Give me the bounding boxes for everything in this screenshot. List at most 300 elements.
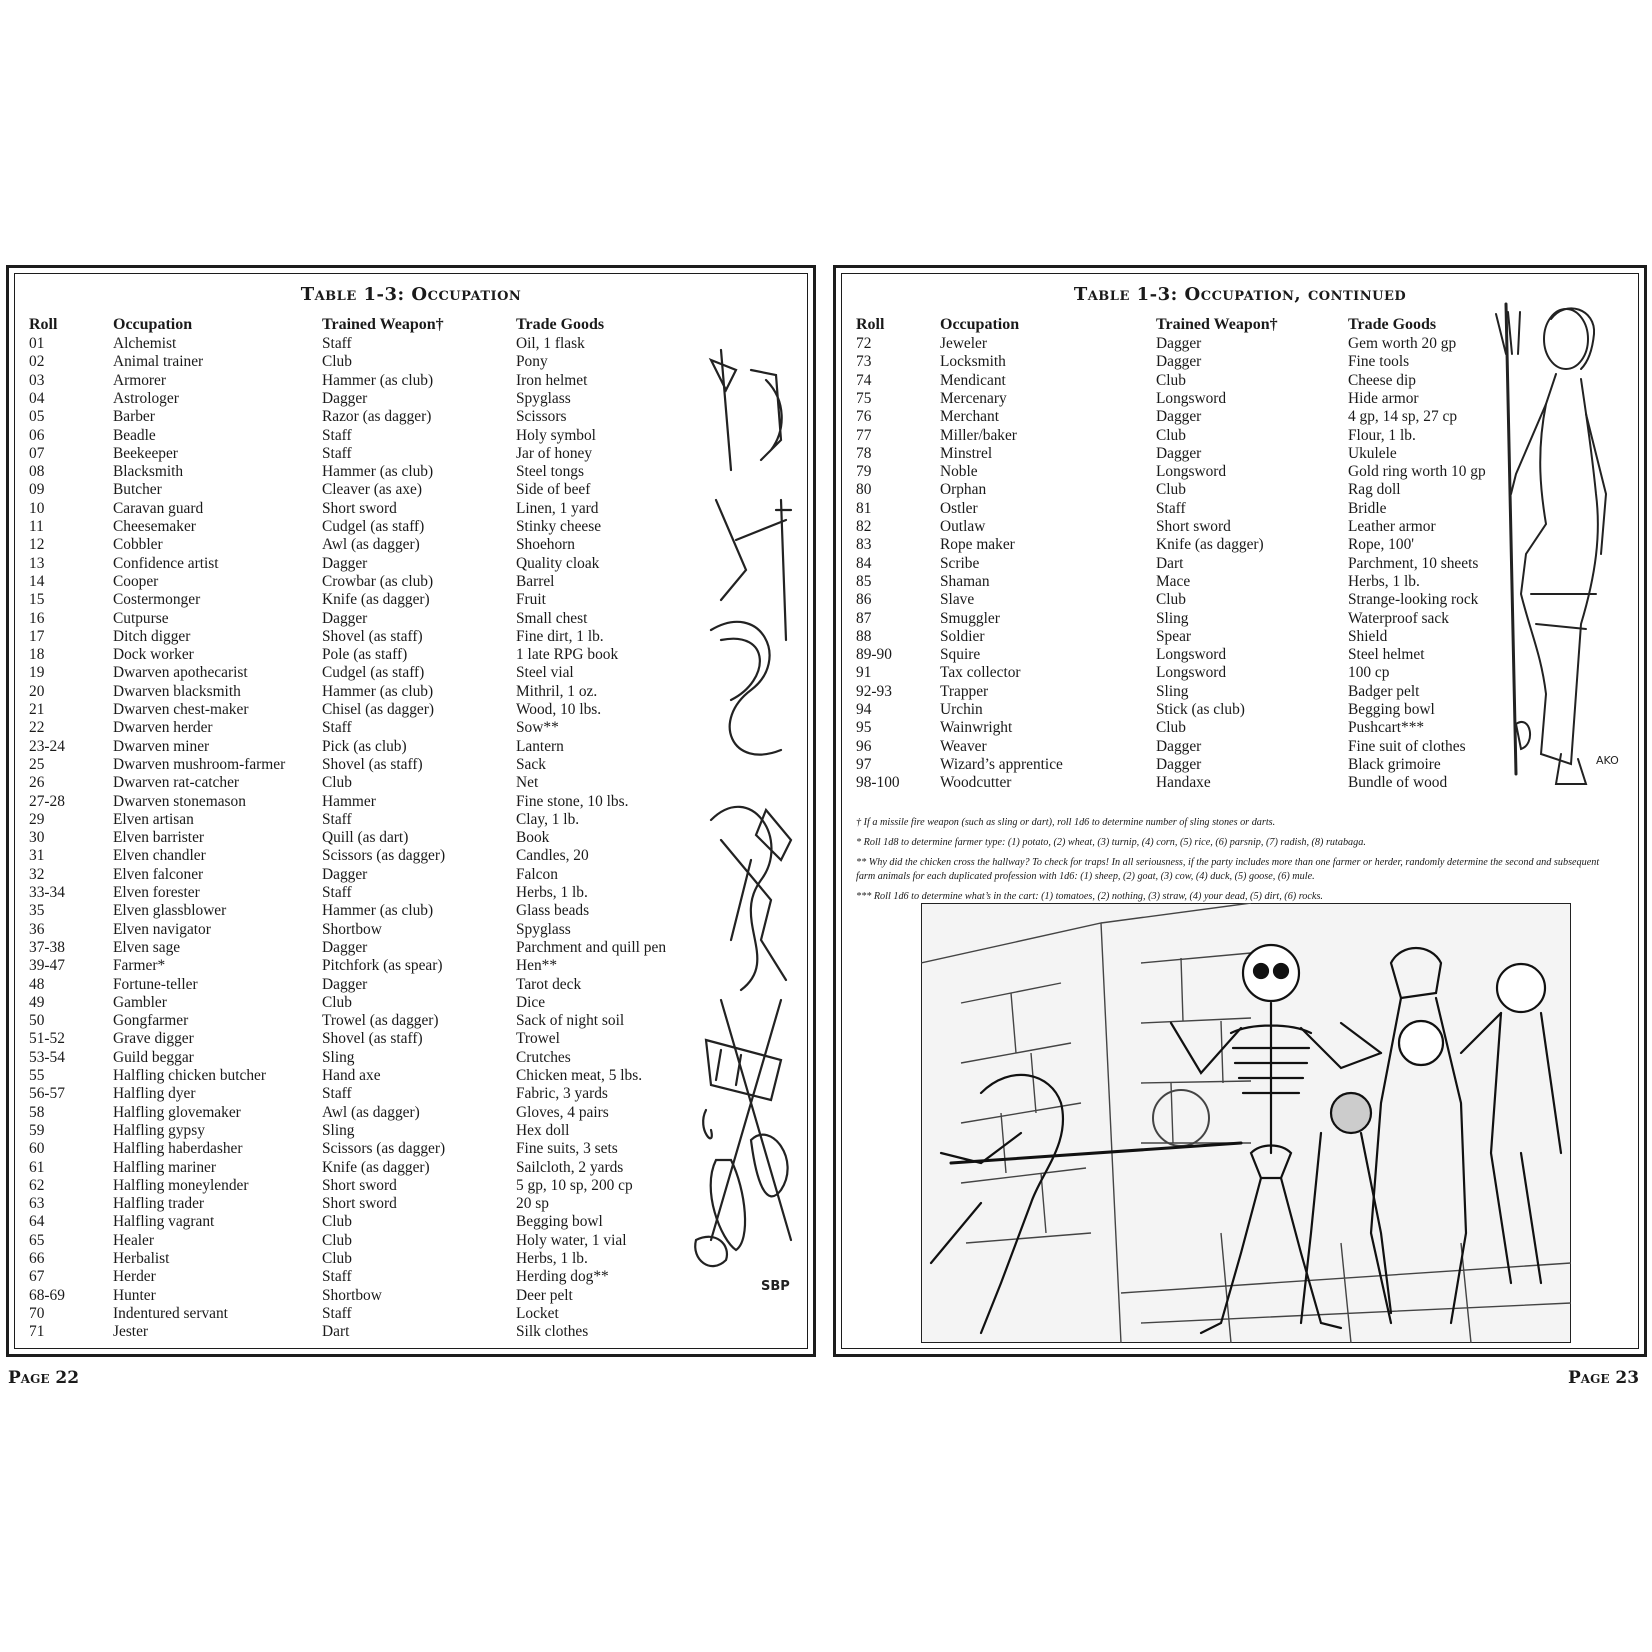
occupation-cell: Cheesemaker: [113, 518, 196, 535]
occupation-cell: Elven artisan: [113, 810, 194, 828]
weapon-cell: Staff: [322, 335, 352, 352]
weapon-cell: Scissors (as dagger): [322, 847, 446, 865]
weapon-cell: Shovel (as staff): [322, 627, 423, 645]
occupation-cell: Smuggler: [940, 609, 1000, 627]
goods-cell: Tarot deck: [516, 975, 582, 993]
roll-cell: 49: [29, 993, 45, 1011]
header-roll: Roll: [29, 316, 58, 333]
goods-cell: Hide armor: [1348, 389, 1419, 407]
goods-cell: Herding dog**: [516, 1268, 609, 1286]
roll-cell: 81: [856, 499, 872, 517]
weapon-cell: Staff: [322, 1268, 352, 1286]
occupation-cell: Trapper: [940, 682, 989, 700]
occupation-cell: Halfling gypsy: [113, 1121, 205, 1139]
occupation-cell: Guild beggar: [113, 1048, 194, 1066]
weapon-cell: Chisel (as dagger): [322, 701, 434, 718]
goods-cell: Stinky cheese: [516, 518, 602, 535]
roll-cell: 56-57: [29, 1085, 65, 1103]
footnote-cart: *** Roll 1d6 to determine what’s in the cart: (1) tomatoes, (2) nothing, (3) straw, (4) your dead, (5) dirt, (6) rocks.: [856, 891, 1323, 902]
roll-cell: 20: [29, 682, 45, 700]
roll-cell: 31: [29, 847, 45, 865]
goods-cell: Sack of night soil: [516, 1012, 625, 1030]
weapon-cell: Trowel (as dagger): [322, 1012, 439, 1030]
occupation-cell: Cutpurse: [113, 609, 169, 627]
goods-cell: Pushcart***: [1348, 719, 1425, 737]
weapon-cell: Dart: [1156, 554, 1184, 572]
roll-cell: 76: [856, 408, 872, 426]
goods-cell: Sailcloth, 2 yards: [516, 1158, 624, 1176]
roll-cell: 11: [29, 518, 44, 535]
weapon-cell: Dagger: [322, 609, 368, 627]
occupation-cell: Halfling moneylender: [113, 1176, 249, 1194]
roll-cell: 77: [856, 426, 872, 444]
goods-cell: Shoehorn: [516, 536, 575, 554]
weapon-cell: Hammer (as club): [322, 902, 434, 920]
roll-cell: 33-34: [29, 884, 65, 901]
roll-cell: 80: [856, 481, 872, 499]
roll-cell: 26: [29, 774, 45, 792]
weapon-cell: Club: [322, 1213, 352, 1231]
roll-cell: 66: [29, 1250, 45, 1267]
roll-cell: 01: [29, 335, 45, 352]
goods-cell: Locket: [516, 1304, 559, 1322]
occupation-cell: Halfling dyer: [113, 1085, 196, 1103]
weapon-cell: Hand axe: [322, 1067, 381, 1084]
occupation-cell: Beekeeper: [113, 444, 178, 462]
goods-cell: Bridle: [1348, 499, 1387, 517]
header-weapon: Trained Weapon†: [322, 316, 444, 333]
occupation-cell: Animal trainer: [113, 353, 204, 371]
goods-cell: Fine dirt, 1 lb.: [516, 627, 604, 645]
occupation-cell: Dwarven apothecarist: [113, 664, 248, 682]
right-page: [833, 265, 1647, 1357]
header-roll: Roll: [856, 316, 885, 333]
goods-cell: Net: [516, 774, 539, 792]
left-table-title: Table 1-3: Occupation: [300, 284, 522, 305]
goods-cell: Parchment, 10 sheets: [1348, 554, 1479, 572]
weapon-cell: Club: [322, 993, 352, 1011]
roll-cell: 92-93: [856, 682, 892, 700]
goods-cell: Spyglass: [516, 920, 571, 938]
occupation-cell: Scribe: [940, 554, 980, 572]
weapon-cell: Cleaver (as axe): [322, 481, 422, 499]
occupation-cell: Merchant: [940, 408, 999, 426]
occupation-cell: Herbalist: [113, 1250, 170, 1267]
weapon-cell: Staff: [322, 1304, 352, 1322]
goods-cell: 4 gp, 14 sp, 27 cp: [1348, 408, 1458, 426]
goods-cell: Small chest: [516, 609, 588, 627]
goods-cell: Fabric, 3 yards: [516, 1085, 608, 1103]
occupation-cell: Minstrel: [940, 444, 993, 462]
occupation-cell: Soldier: [940, 627, 985, 645]
goods-cell: Holy water, 1 vial: [516, 1231, 627, 1249]
occupation-cell: Shaman: [940, 572, 990, 590]
roll-cell: 23-24: [29, 737, 65, 755]
goods-cell: Herbs, 1 lb.: [516, 1250, 588, 1267]
roll-cell: 17: [29, 627, 45, 645]
occupation-cell: Dwarven stonemason: [113, 792, 246, 810]
roll-cell: 06: [29, 426, 45, 444]
weapon-cell: Club: [1156, 481, 1186, 499]
weapon-cell: Staff: [1156, 499, 1186, 517]
goods-cell: Shield: [1348, 627, 1388, 645]
weapon-cell: Club: [322, 353, 352, 371]
goods-cell: Begging bowl: [516, 1213, 603, 1231]
weapon-cell: Knife (as dagger): [322, 591, 430, 609]
goods-cell: Rope, 100': [1348, 536, 1415, 554]
roll-cell: 12: [29, 536, 45, 554]
header-goods: Trade Goods: [1348, 316, 1437, 333]
goods-cell: Mithril, 1 oz.: [516, 682, 598, 700]
weapon-cell: Club: [1156, 426, 1186, 444]
goods-cell: Spyglass: [516, 389, 571, 407]
occupation-cell: Armorer: [113, 371, 166, 389]
occupation-cell: Urchin: [940, 701, 983, 718]
goods-cell: Holy symbol: [516, 426, 596, 444]
weapon-cell: Sling: [322, 1048, 355, 1066]
weapon-cell: Longsword: [1156, 664, 1227, 682]
occupation-cell: Cooper: [113, 572, 159, 590]
goods-cell: Ukulele: [1348, 444, 1397, 462]
goods-cell: Book: [516, 829, 550, 847]
goods-cell: Begging bowl: [1348, 701, 1435, 718]
right-artist-mark: AKO: [1596, 754, 1619, 767]
occupation-cell: Dock worker: [113, 646, 194, 664]
weapon-cell: Shovel (as staff): [322, 755, 423, 773]
occupation-cell: Gambler: [113, 993, 167, 1011]
occupation-cell: Butcher: [113, 481, 162, 499]
goods-cell: Fine suit of clothes: [1348, 737, 1466, 755]
goods-cell: Herbs, 1 lb.: [516, 884, 588, 901]
footnote-dagger: † If a missile fire weapon (such as sling or dart), roll 1d6 to determine number of sling stones or darts.: [856, 817, 1276, 828]
footnote-farmer: * Roll 1d8 to determine farmer type: (1) potato, (2) wheat, (3) turnip, (4) corn, (5) rice, (6) parsnip, (7) radish, (8) rutabaga.: [856, 837, 1366, 848]
occupation-cell: Elven barrister: [113, 829, 205, 847]
occupation-cell: Rope maker: [940, 536, 1015, 554]
roll-cell: 18: [29, 646, 45, 664]
weapon-cell: Hammer (as club): [322, 463, 434, 481]
occupation-cell: Locksmith: [940, 353, 1006, 371]
goods-cell: Gold ring worth 10 gp: [1348, 463, 1486, 481]
weapon-cell: Pick (as club): [322, 737, 407, 755]
roll-cell: 88: [856, 627, 872, 645]
roll-cell: 19: [29, 664, 45, 682]
roll-cell: 78: [856, 444, 872, 462]
weapon-cell: Dagger: [1156, 755, 1202, 773]
goods-cell: Chicken meat, 5 lbs.: [516, 1067, 643, 1084]
weapon-cell: Cudgel (as staff): [322, 518, 425, 535]
goods-cell: Steel helmet: [1348, 646, 1425, 664]
goods-cell: Oil, 1 flask: [516, 335, 585, 352]
occupation-cell: Ditch digger: [113, 627, 191, 645]
roll-cell: 97: [856, 755, 872, 773]
occupation-cell: Halfling vagrant: [113, 1213, 215, 1231]
header-weapon: Trained Weapon†: [1156, 316, 1278, 333]
roll-cell: 25: [29, 755, 45, 773]
occupation-cell: Confidence artist: [113, 554, 219, 572]
occupation-cell: Ostler: [940, 499, 978, 517]
footnote-chicken: ** Why did the chicken cross the hallway? To check for traps! In all seriousness, if the party includes more than one farmer or herder, randomly determine the second and subsequent farm animals for each duplicated profession with 1d6: (1) sheep, (2) goat, (3) cow, (4) duck, (5) goose, (6) mule.: [856, 857, 1600, 882]
goods-cell: Herbs, 1 lb.: [1348, 572, 1420, 590]
goods-cell: Parchment and quill pen: [516, 938, 667, 956]
occupation-cell: Indentured servant: [113, 1304, 228, 1322]
weapon-cell: Sling: [1156, 609, 1189, 627]
roll-cell: 65: [29, 1231, 45, 1249]
roll-cell: 95: [856, 719, 872, 737]
weapon-cell: Staff: [322, 444, 352, 462]
roll-cell: 35: [29, 902, 45, 920]
roll-cell: 89-90: [856, 646, 892, 664]
goods-cell: Scissors: [516, 408, 567, 426]
occupation-cell: Astrologer: [113, 389, 179, 407]
occupation-cell: Hunter: [113, 1286, 156, 1304]
roll-cell: 74: [856, 371, 872, 389]
weapon-cell: Pitchfork (as spear): [322, 957, 443, 975]
weapon-cell: Awl (as dagger): [322, 1103, 420, 1121]
goods-cell: 5 gp, 10 sp, 200 cp: [516, 1176, 633, 1194]
occupation-cell: Woodcutter: [940, 774, 1012, 792]
occupation-cell: Wizard’s apprentice: [940, 755, 1063, 773]
weapon-cell: Longsword: [1156, 389, 1227, 407]
roll-cell: 87: [856, 609, 872, 627]
weapon-cell: Scissors (as dagger): [322, 1140, 446, 1158]
weapon-cell: Longsword: [1156, 463, 1227, 481]
goods-cell: Steel tongs: [516, 463, 584, 481]
goods-cell: Black grimoire: [1348, 755, 1441, 773]
roll-cell: 59: [29, 1121, 45, 1139]
goods-cell: Hen**: [516, 957, 558, 975]
occupation-cell: Tax collector: [940, 664, 1021, 682]
weapon-cell: Short sword: [322, 499, 397, 517]
occupation-cell: Fortune-teller: [113, 975, 198, 993]
occupation-cell: Elven glassblower: [113, 902, 227, 920]
occupation-cell: Orphan: [940, 481, 987, 499]
weapon-cell: Dagger: [322, 389, 368, 407]
roll-cell: 53-54: [29, 1048, 65, 1066]
weapon-cell: Quill (as dart): [322, 829, 409, 847]
occupation-cell: Costermonger: [113, 591, 201, 609]
occupation-cell: Blacksmith: [113, 463, 184, 481]
occupation-cell: Halfling mariner: [113, 1158, 216, 1176]
weapon-cell: Mace: [1156, 572, 1191, 590]
roll-cell: 86: [856, 591, 872, 609]
goods-cell: Fruit: [516, 591, 546, 609]
roll-cell: 13: [29, 554, 45, 572]
occupation-cell: Mendicant: [940, 371, 1006, 389]
weapon-cell: Awl (as dagger): [322, 536, 420, 554]
roll-cell: 71: [29, 1323, 45, 1341]
goods-cell: Fine suits, 3 sets: [516, 1140, 618, 1158]
weapon-cell: Dagger: [322, 865, 368, 883]
goods-cell: Bundle of wood: [1348, 774, 1448, 792]
roll-cell: 61: [29, 1158, 45, 1176]
tools-border-illustration: [691, 340, 811, 1300]
occupation-cell: Dwarven rat-catcher: [113, 774, 240, 792]
header-goods: Trade Goods: [516, 316, 605, 333]
goods-cell: Badger pelt: [1348, 682, 1420, 700]
weapon-cell: Dagger: [1156, 737, 1202, 755]
occupation-cell: Slave: [940, 591, 975, 609]
goods-cell: Clay, 1 lb.: [516, 810, 580, 828]
roll-cell: 67: [29, 1268, 45, 1286]
weapon-cell: Staff: [322, 1085, 352, 1103]
occupation-cell: Outlaw: [940, 518, 986, 535]
roll-cell: 50: [29, 1012, 45, 1030]
weapon-cell: Club: [322, 1231, 352, 1249]
roll-cell: 82: [856, 518, 872, 535]
roll-cell: 37-38: [29, 938, 65, 956]
goods-cell: Glass beads: [516, 902, 590, 920]
weapon-cell: Club: [322, 774, 352, 792]
occupation-cell: Noble: [940, 463, 978, 481]
weapon-cell: Sling: [1156, 682, 1189, 700]
occupation-cell: Halfling haberdasher: [113, 1140, 243, 1158]
roll-cell: 15: [29, 591, 45, 609]
weapon-cell: Dagger: [1156, 444, 1202, 462]
roll-cell: 84: [856, 554, 872, 572]
roll-cell: 62: [29, 1176, 45, 1194]
goods-cell: Falcon: [516, 865, 558, 883]
roll-cell: 98-100: [856, 774, 900, 792]
goods-cell: Jar of honey: [516, 444, 593, 462]
roll-cell: 09: [29, 481, 45, 499]
occupation-cell: Grave digger: [113, 1030, 194, 1048]
weapon-cell: Sling: [322, 1121, 355, 1139]
roll-cell: 75: [856, 389, 872, 407]
weapon-cell: Club: [1156, 591, 1186, 609]
roll-cell: 04: [29, 389, 45, 407]
goods-cell: Side of beef: [516, 481, 591, 499]
occupation-cell: Farmer*: [113, 957, 166, 975]
roll-cell: 21: [29, 701, 45, 718]
weapon-cell: Dagger: [1156, 335, 1202, 352]
goods-cell: Candles, 20: [516, 847, 589, 865]
goods-cell: Silk clothes: [516, 1323, 589, 1341]
weapon-cell: Shortbow: [322, 1286, 382, 1304]
weapon-cell: Hammer: [322, 792, 376, 810]
occupation-cell: Caravan guard: [113, 499, 204, 517]
occupation-cell: Weaver: [940, 737, 987, 755]
goods-cell: Steel vial: [516, 664, 574, 682]
roll-cell: 39-47: [29, 957, 65, 975]
weapon-cell: Knife (as dagger): [322, 1158, 430, 1176]
weapon-cell: Short sword: [322, 1195, 397, 1213]
roll-cell: 36: [29, 920, 45, 938]
roll-cell: 70: [29, 1304, 45, 1322]
roll-cell: 08: [29, 463, 45, 481]
goods-cell: Lantern: [516, 737, 564, 755]
goods-cell: Rag doll: [1348, 481, 1401, 499]
roll-cell: 72: [856, 335, 872, 352]
roll-cell: 14: [29, 572, 45, 590]
occupation-cell: Jester: [113, 1323, 149, 1341]
occupation-cell: Dwarven mushroom-farmer: [113, 755, 286, 773]
weapon-cell: Crowbar (as club): [322, 572, 434, 590]
weapon-cell: Short sword: [1156, 518, 1231, 535]
weapon-cell: Staff: [322, 719, 352, 737]
roll-cell: 29: [29, 810, 45, 828]
roll-cell: 79: [856, 463, 872, 481]
roll-cell: 63: [29, 1195, 45, 1213]
occupation-cell: Miller/baker: [940, 426, 1017, 444]
roll-cell: 91: [856, 664, 872, 682]
roll-cell: 27-28: [29, 792, 65, 810]
occupation-cell: Cobbler: [113, 536, 163, 554]
occupation-cell: Gongfarmer: [113, 1012, 189, 1030]
weapon-cell: Staff: [322, 810, 352, 828]
weapon-cell: Longsword: [1156, 646, 1227, 664]
header-occupation: Occupation: [113, 316, 193, 333]
occupation-cell: Halfling trader: [113, 1195, 205, 1213]
goods-cell: Sow**: [516, 719, 559, 737]
weapon-cell: Staff: [322, 884, 352, 901]
weapon-cell: Dagger: [1156, 408, 1202, 426]
weapon-cell: Shovel (as staff): [322, 1030, 423, 1048]
roll-cell: 30: [29, 829, 45, 847]
header-occupation: Occupation: [940, 316, 1020, 333]
roll-cell: 51-52: [29, 1030, 65, 1048]
occupation-cell: Herder: [113, 1268, 156, 1286]
roll-cell: 60: [29, 1140, 45, 1158]
right-table-title: Table 1-3: Occupation, continued: [1073, 284, 1407, 305]
goods-cell: Linen, 1 yard: [516, 499, 599, 517]
goods-cell: Cheese dip: [1348, 371, 1416, 389]
occupation-cell: Dwarven miner: [113, 737, 210, 755]
peasant-girl-illustration: [1486, 294, 1636, 794]
roll-cell: 10: [29, 499, 45, 517]
left-page-number: Page 22: [8, 1368, 80, 1388]
goods-cell: Trowel: [516, 1030, 560, 1048]
occupation-cell: Beadle: [113, 426, 156, 444]
weapon-cell: Club: [1156, 371, 1186, 389]
goods-cell: Waterproof sack: [1348, 609, 1449, 627]
occupation-cell: Healer: [113, 1231, 155, 1249]
occupation-cell: Dwarven chest-maker: [113, 701, 249, 718]
occupation-cell: Mercenary: [940, 389, 1007, 407]
right-page-number: Page 23: [1568, 1368, 1640, 1388]
weapon-cell: Dagger: [322, 554, 368, 572]
occupation-cell: Halfling glovemaker: [113, 1103, 241, 1121]
occupation-cell: Squire: [940, 646, 981, 664]
goods-cell: 1 late RPG book: [516, 646, 619, 664]
weapon-cell: Cudgel (as staff): [322, 664, 425, 682]
roll-cell: 22: [29, 719, 45, 737]
roll-cell: 64: [29, 1213, 45, 1231]
weapon-cell: Short sword: [322, 1176, 397, 1194]
footnotes: [856, 816, 1616, 910]
weapon-cell: Stick (as club): [1156, 701, 1245, 718]
weapon-cell: Pole (as staff): [322, 646, 408, 664]
goods-cell: Deer pelt: [516, 1286, 573, 1304]
goods-cell: Dice: [516, 993, 546, 1011]
occupation-cell: Elven chandler: [113, 847, 206, 865]
goods-cell: 100 cp: [1348, 664, 1390, 682]
roll-cell: 02: [29, 353, 45, 371]
roll-cell: 05: [29, 408, 45, 426]
occupation-cell: Jeweler: [940, 335, 987, 352]
skeleton-battle-illustration: [921, 903, 1571, 1343]
weapon-cell: Club: [322, 1250, 352, 1267]
occupation-cell: Dwarven blacksmith: [113, 682, 241, 700]
roll-cell: 32: [29, 865, 45, 883]
weapon-cell: Dagger: [1156, 353, 1202, 371]
goods-cell: Sack: [516, 755, 546, 773]
occupation-cell: Elven forester: [113, 884, 200, 901]
roll-cell: 94: [856, 701, 872, 718]
roll-cell: 73: [856, 353, 872, 371]
weapon-cell: Razor (as dagger): [322, 408, 432, 426]
goods-cell: Pony: [516, 353, 548, 371]
occupation-cell: Wainwright: [940, 719, 1013, 737]
